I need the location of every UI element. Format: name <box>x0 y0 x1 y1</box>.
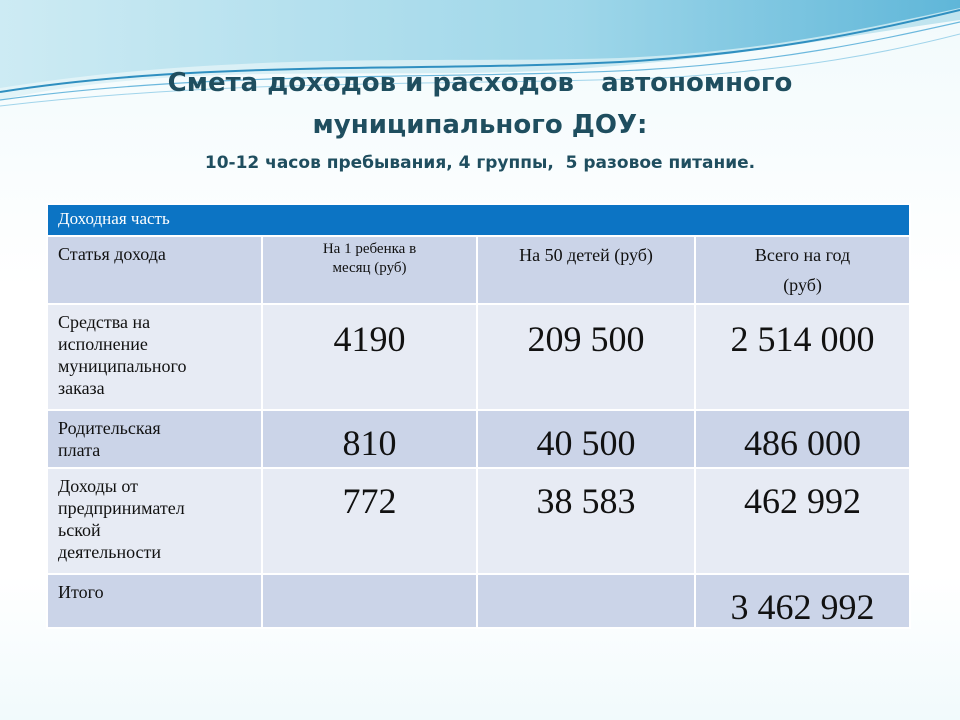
row-label-line: Доходы от <box>58 476 139 496</box>
cell-per-child: 772 <box>262 468 477 574</box>
row-label-line: заказа <box>58 378 105 398</box>
table-row <box>47 304 910 410</box>
cell-per-child: 4190 <box>262 304 477 410</box>
row-label-line: ьской <box>58 520 101 540</box>
row-label-line: исполнение <box>58 334 148 354</box>
column-header-row <box>47 236 910 304</box>
cell-per-50: 38 583 <box>477 468 695 574</box>
total-label: Итого <box>47 574 262 628</box>
column-header-per-child <box>262 236 477 304</box>
cell-per-child: 810 <box>262 410 477 468</box>
row-label-line: Средства на <box>58 312 151 332</box>
cell-per-50: 209 500 <box>477 304 695 410</box>
total-per-50 <box>477 574 695 628</box>
column-header-item: Статья дохода <box>47 236 262 304</box>
income-table <box>46 203 911 629</box>
column-header-per-year-line-1: Всего на год <box>754 245 851 265</box>
column-header-per-child-line-2: месяц (руб) <box>332 260 407 276</box>
page-title-line-1: Смета доходов и расходов автономного <box>167 68 793 98</box>
row-label-line: муниципального <box>58 356 187 376</box>
row-label-line: Родительская <box>58 418 161 438</box>
row-label-line: предпринимател <box>58 498 185 518</box>
cell-per-year: 2 514 000 <box>695 304 910 410</box>
column-header-per-50: На 50 детей (руб) <box>477 236 695 304</box>
row-label-line: плата <box>58 440 101 460</box>
total-per-child <box>262 574 477 628</box>
row-label <box>47 468 262 574</box>
column-header-per-child-line-1: На 1 ребенка в <box>322 241 417 257</box>
column-header-per-year-line-2: (руб) <box>783 275 822 295</box>
title-block <box>0 62 960 178</box>
column-header-per-year <box>695 236 910 304</box>
row-label-line: деятельности <box>58 542 162 562</box>
cell-per-year: 462 992 <box>695 468 910 574</box>
row-label <box>47 410 262 468</box>
section-header: Доходная часть <box>47 204 910 236</box>
total-per-year: 3 462 992 <box>695 574 910 628</box>
table-row <box>47 468 910 574</box>
section-header-row <box>47 204 910 236</box>
total-row <box>47 574 910 628</box>
table-row <box>47 410 910 468</box>
row-label <box>47 304 262 410</box>
cell-per-50: 40 500 <box>477 410 695 468</box>
page-title-line-2: муниципального ДОУ: <box>312 110 648 140</box>
page-subtitle: 10-12 часов пребывания, 4 группы, 5 разовое питание. <box>204 153 756 173</box>
cell-per-year: 486 000 <box>695 410 910 468</box>
